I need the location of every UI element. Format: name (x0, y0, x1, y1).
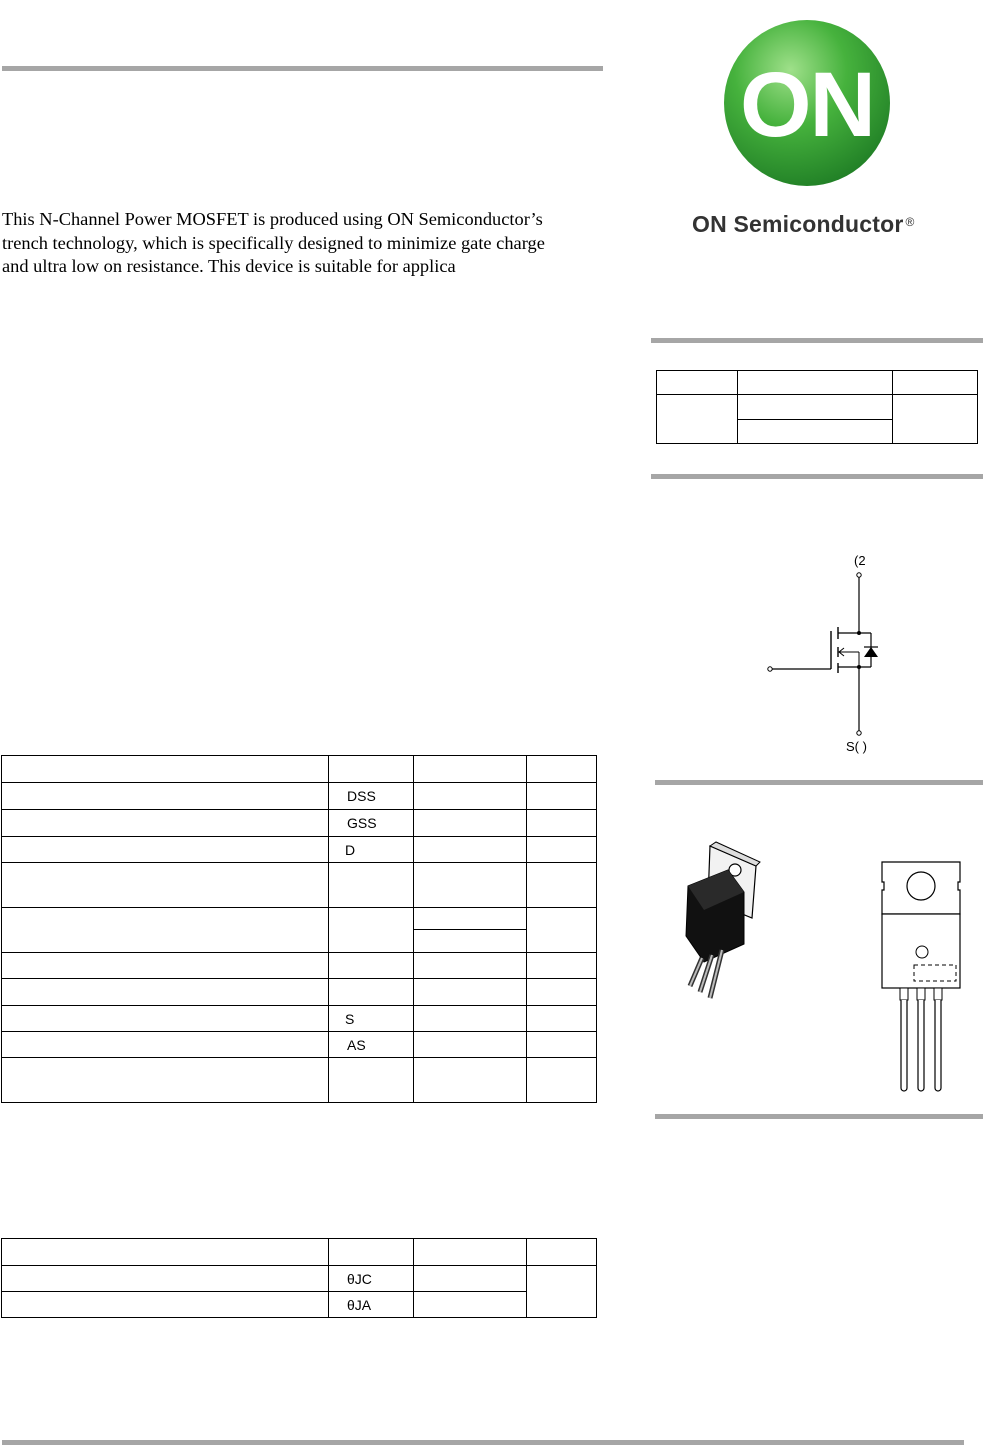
symbol-cell: GSS (329, 810, 414, 837)
thermal-characteristics-table (1, 1238, 597, 1318)
symbol-cell: θJC (329, 1266, 414, 1292)
footer-rule (2, 1440, 964, 1445)
symbol-cell: AS (329, 1032, 414, 1058)
device-summary-table (656, 370, 978, 444)
description-line: trench technology, which is specifically designed to minimize gate charge (2, 232, 545, 253)
on-semiconductor-logo (722, 18, 892, 188)
source-label: S( ) (846, 739, 867, 754)
mosfet-schematic-symbol (760, 545, 900, 760)
symbol-cell: θJA (329, 1292, 414, 1318)
registered-mark: ® (905, 215, 915, 229)
to220-package-front-outline (878, 860, 964, 1095)
description-line: and ultra low on resistance. This device is suitable for applica (2, 256, 456, 276)
section-rule-package (655, 780, 983, 785)
symbol-cell: DSS (329, 783, 414, 810)
description-line: This N-Channel Power MOSFET is produced using ON Semiconductor’s (2, 209, 543, 229)
brand-wordmark (692, 211, 915, 238)
header-rule-left (2, 66, 603, 71)
to220-package-3d-image (680, 838, 770, 1003)
logo-text: ON (740, 54, 874, 156)
symbol-cell: D (329, 837, 414, 863)
section-rule-ordering (655, 1114, 983, 1119)
drain-label: (2 (854, 553, 866, 568)
maximum-ratings-table (1, 755, 597, 1103)
description-paragraph (2, 208, 598, 279)
section-rule-schematic (651, 474, 983, 479)
section-rule-marking (651, 338, 983, 343)
symbol-cell: S (329, 1006, 414, 1032)
brand-name: ON Semiconductor (692, 211, 904, 237)
